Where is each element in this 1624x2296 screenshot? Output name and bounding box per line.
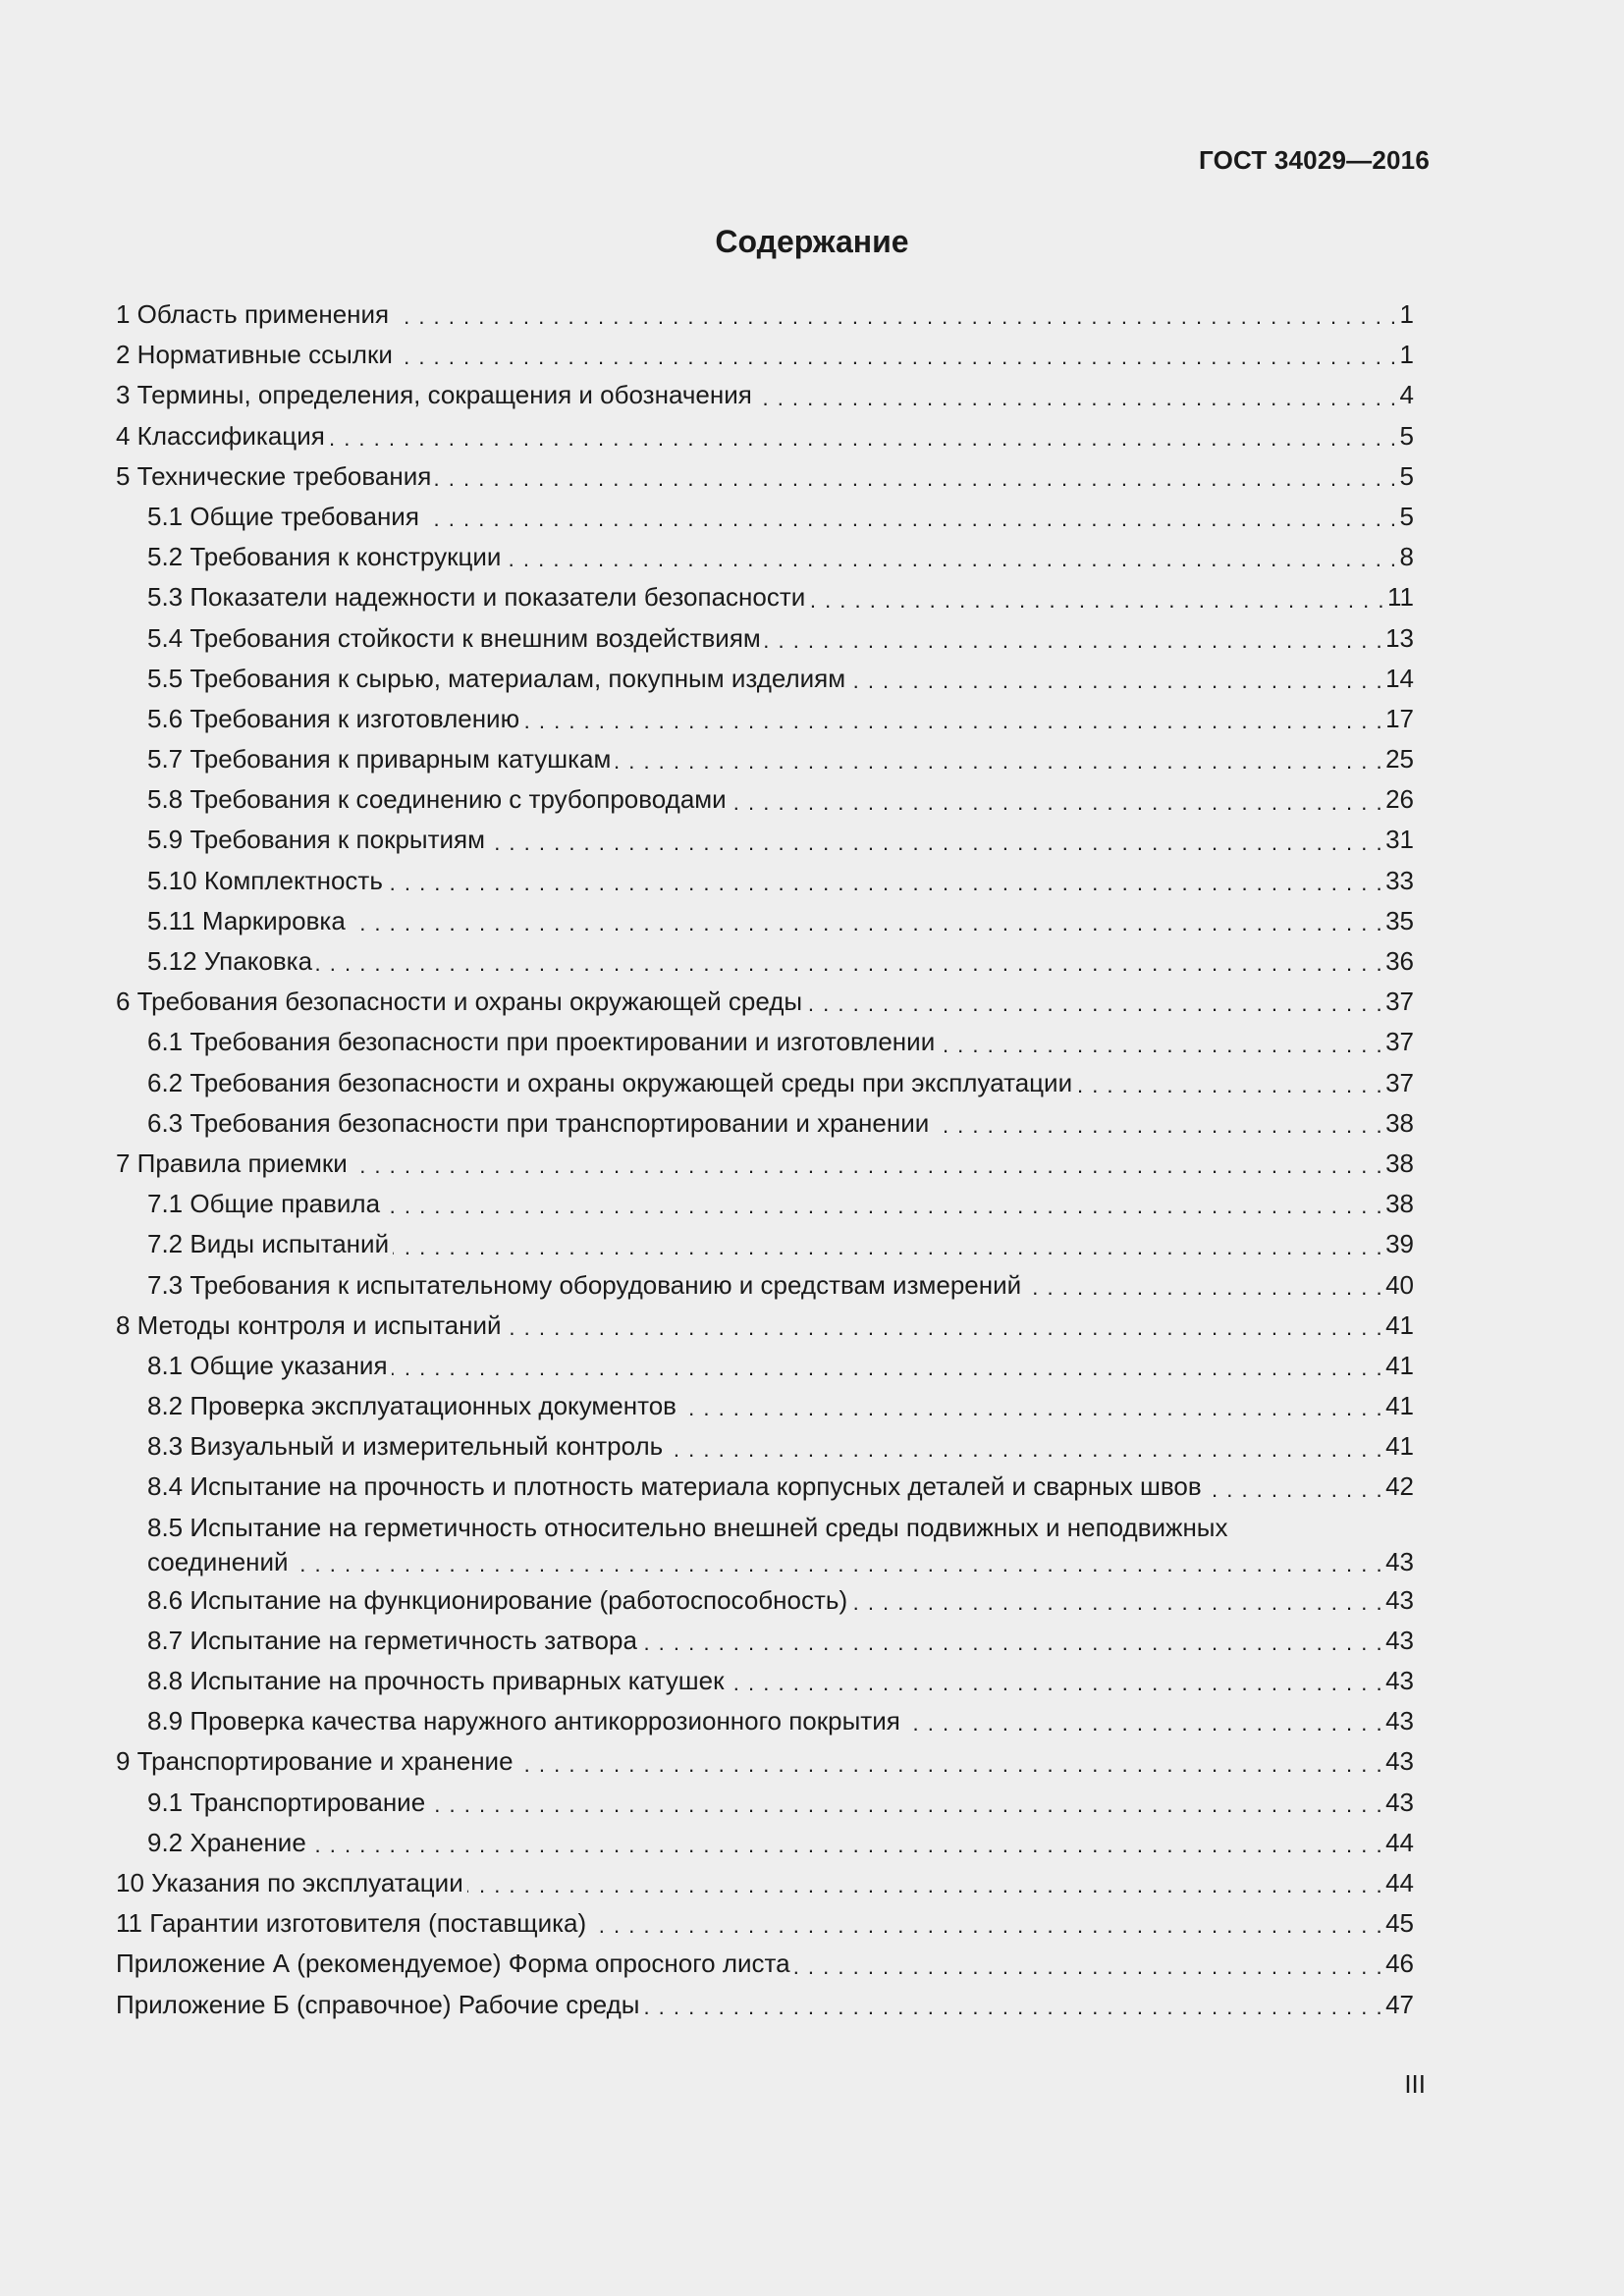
toc-entry-page: 43 bbox=[1385, 1787, 1414, 1817]
toc-entry-page: 26 bbox=[1385, 784, 1414, 815]
dot-leader bbox=[933, 1105, 1383, 1136]
toc-entry-title: 5.2 Требования к конструкции bbox=[147, 542, 502, 572]
toc-entry[interactable] bbox=[116, 1265, 1414, 1306]
toc-entry-page: 14 bbox=[1385, 663, 1414, 693]
toc-entry-title: Приложение А (рекомендуемое) Форма опросного листа bbox=[116, 1949, 790, 1979]
toc-entry[interactable] bbox=[116, 294, 1414, 335]
toc-entry-page: 1 bbox=[1399, 340, 1414, 370]
dot-leader bbox=[505, 539, 1397, 569]
toc-entry[interactable] bbox=[116, 1306, 1414, 1346]
toc-entry[interactable] bbox=[116, 1903, 1414, 1944]
toc-entry-page: 47 bbox=[1385, 1989, 1414, 2019]
toc-entry[interactable] bbox=[116, 699, 1414, 739]
dot-leader bbox=[329, 418, 1398, 449]
toc-entry-title: 1 Область применения bbox=[116, 299, 390, 329]
toc-entry[interactable] bbox=[116, 497, 1414, 537]
toc-entry-title: 6 Требования безопасности и охраны окружающей среды bbox=[116, 987, 803, 1017]
toc-entry[interactable] bbox=[116, 1863, 1414, 1903]
toc-entry-title: 9.2 Хранение bbox=[147, 1827, 306, 1857]
toc-entry-page: 31 bbox=[1385, 825, 1414, 855]
toc-entry-title: 5.3 Показатели надежности и показатели безопасности bbox=[147, 582, 806, 613]
toc-entry-title: 8.4 Испытание на прочность и плотность материала корпусных деталей и сварных швов bbox=[147, 1471, 1202, 1502]
toc-entry-page: 38 bbox=[1385, 1107, 1414, 1138]
toc-entry-page: 41 bbox=[1385, 1350, 1414, 1380]
toc-entry-page: 43 bbox=[1385, 1666, 1414, 1695]
toc-entry-page: 43 bbox=[1385, 1746, 1414, 1777]
dot-leader bbox=[316, 943, 1383, 974]
dot-leader bbox=[728, 1663, 1383, 1693]
toc-entry-title: 5.9 Требования к покрытиям bbox=[147, 825, 485, 855]
toc-entry-page: 5 bbox=[1399, 501, 1414, 531]
toc-entry[interactable] bbox=[116, 1661, 1414, 1701]
dot-leader bbox=[293, 1546, 1384, 1576]
toc-entry-title: 7.3 Требования к испытательному оборудованию и средствам измерений bbox=[147, 1269, 1022, 1300]
toc-entry-title: 8.2 Проверка эксплуатационных документов bbox=[147, 1391, 677, 1421]
toc-entry-page: 44 bbox=[1385, 1867, 1414, 1897]
toc-entry-page: 43 bbox=[1385, 1584, 1414, 1615]
toc-entry-page: 5 bbox=[1399, 420, 1414, 451]
toc-entry-title: 4 Классификация bbox=[116, 420, 325, 451]
toc-entry-page: 33 bbox=[1385, 865, 1414, 895]
toc-entry-title: 5.6 Требования к изготовлению bbox=[147, 703, 520, 733]
dot-leader bbox=[794, 1947, 1383, 1977]
dot-leader bbox=[423, 499, 1398, 529]
page-title: Содержание bbox=[715, 224, 909, 259]
toc-entry-page: 25 bbox=[1385, 744, 1414, 774]
page-number: III bbox=[1404, 2069, 1426, 2099]
toc-entry-page: 43 bbox=[1385, 1546, 1414, 1576]
toc-entry[interactable] bbox=[116, 1783, 1414, 1823]
toc-entry-title: 5.1 Общие требования bbox=[147, 501, 419, 531]
toc-entry-page: 41 bbox=[1385, 1309, 1414, 1340]
dot-leader bbox=[756, 378, 1398, 408]
toc-entry-title: Приложение Б (справочное) Рабочие среды bbox=[116, 1989, 640, 2019]
dot-leader bbox=[352, 1146, 1383, 1176]
toc-entry-title: 5.10 Комплектность bbox=[147, 865, 383, 895]
toc-entry-page: 46 bbox=[1385, 1949, 1414, 1979]
toc-entry[interactable] bbox=[116, 1580, 1414, 1621]
toc-entry-page: 39 bbox=[1385, 1229, 1414, 1259]
toc-entry[interactable] bbox=[116, 1621, 1414, 1661]
dot-leader bbox=[849, 661, 1383, 691]
toc-entry-title: 5.7 Требования к приварным катушкам bbox=[147, 744, 612, 774]
toc-entry-title: 5.12 Упаковка bbox=[147, 946, 313, 976]
dot-leader bbox=[1206, 1469, 1383, 1500]
toc-entry-page: 4 bbox=[1399, 380, 1414, 410]
toc-entry[interactable] bbox=[116, 1063, 1414, 1103]
dot-leader bbox=[489, 823, 1383, 853]
dot-leader bbox=[765, 620, 1383, 651]
dot-leader bbox=[667, 1429, 1383, 1460]
dot-leader bbox=[809, 580, 1385, 611]
toc-entry-page: 43 bbox=[1385, 1625, 1414, 1655]
toc-entry[interactable] bbox=[116, 1386, 1414, 1426]
dot-leader bbox=[310, 1825, 1383, 1855]
toc-entry-page: 5 bbox=[1399, 460, 1414, 491]
dot-leader bbox=[731, 782, 1383, 813]
toc-entry-title: 8.9 Проверка качества наружного антикоррозионного покрытия bbox=[147, 1706, 900, 1736]
dot-leader bbox=[506, 1308, 1384, 1338]
dot-leader bbox=[393, 1227, 1383, 1257]
table-of-contents bbox=[116, 294, 1414, 2025]
toc-entry[interactable] bbox=[116, 1467, 1414, 1507]
toc-entry-title-continuation: соединений bbox=[147, 1546, 289, 1576]
toc-entry[interactable] bbox=[116, 537, 1414, 577]
toc-entry-title: 8 Методы контроля и испытаний bbox=[116, 1309, 502, 1340]
toc-entry[interactable] bbox=[116, 820, 1414, 860]
toc-entry[interactable] bbox=[116, 1144, 1414, 1184]
toc-entry-page: 8 bbox=[1399, 542, 1414, 572]
dot-leader bbox=[851, 1582, 1383, 1613]
toc-entry-page: 37 bbox=[1385, 1027, 1414, 1057]
toc-entry-title: 7.2 Виды испытаний bbox=[147, 1229, 390, 1259]
toc-entry[interactable] bbox=[116, 1823, 1414, 1863]
toc-entry-page: 45 bbox=[1385, 1908, 1414, 1939]
toc-entry-page: 42 bbox=[1385, 1471, 1414, 1502]
toc-entry-title: 8.5 Испытание на герметичность относительно внешней среды подвижных и неподвижных bbox=[147, 1512, 1228, 1542]
document-code: ГОСТ 34029—2016 bbox=[1199, 145, 1430, 175]
toc-entry-title: 5 Технические требования bbox=[116, 460, 432, 491]
toc-entry-page: 41 bbox=[1385, 1431, 1414, 1462]
dot-leader bbox=[590, 1905, 1383, 1936]
dot-leader bbox=[384, 1186, 1383, 1216]
dot-leader bbox=[641, 1623, 1383, 1653]
toc-entry-title: 9 Транспортирование и хранение bbox=[116, 1746, 514, 1777]
toc-entry-title: 8.6 Испытание на функционирование (работоспособность) bbox=[147, 1584, 848, 1615]
toc-entry[interactable] bbox=[116, 1346, 1414, 1386]
toc-entry[interactable] bbox=[116, 1944, 1414, 1984]
toc-entry-title: 5.8 Требования к соединению с трубопроводами bbox=[147, 784, 727, 815]
toc-entry-page: 37 bbox=[1385, 987, 1414, 1017]
dot-leader bbox=[429, 1785, 1383, 1815]
dot-leader bbox=[393, 296, 1397, 327]
toc-entry-title: 3 Термины, определения, сокращения и обозначения bbox=[116, 380, 752, 410]
toc-entry-page: 43 bbox=[1385, 1706, 1414, 1736]
toc-entry[interactable] bbox=[116, 941, 1414, 982]
toc-entry[interactable] bbox=[116, 1022, 1414, 1062]
toc-entry[interactable] bbox=[116, 982, 1414, 1022]
toc-entry-page: 13 bbox=[1385, 622, 1414, 653]
toc-entry-title: 6.2 Требования безопасности и охраны окружающей среды при эксплуатации bbox=[147, 1067, 1073, 1097]
toc-entry[interactable] bbox=[116, 779, 1414, 820]
toc-entry[interactable] bbox=[116, 659, 1414, 699]
toc-entry-page: 11 bbox=[1387, 582, 1414, 613]
toc-entry[interactable] bbox=[116, 1701, 1414, 1741]
toc-entry-page: 38 bbox=[1385, 1148, 1414, 1178]
toc-entry-title: 6.1 Требования безопасности при проектировании и изготовлении bbox=[147, 1027, 936, 1057]
toc-entry-page: 41 bbox=[1385, 1391, 1414, 1421]
toc-entry[interactable] bbox=[116, 1224, 1414, 1264]
toc-entry-page: 38 bbox=[1385, 1189, 1414, 1219]
toc-entry-page: 1 bbox=[1399, 299, 1414, 329]
toc-entry-page: 40 bbox=[1385, 1269, 1414, 1300]
toc-entry-title: 2 Нормативные ссылки bbox=[116, 340, 393, 370]
toc-entry[interactable] bbox=[116, 618, 1414, 659]
toc-entry-title: 9.1 Транспортирование bbox=[147, 1787, 426, 1817]
dot-leader bbox=[904, 1703, 1383, 1734]
toc-entry-title: 8.7 Испытание на герметичность затвора bbox=[147, 1625, 637, 1655]
toc-entry[interactable] bbox=[116, 1508, 1414, 1580]
toc-entry-title: 5.4 Требования стойкости к внешним воздействиям bbox=[147, 622, 761, 653]
dot-leader bbox=[1076, 1065, 1383, 1095]
toc-entry-page: 17 bbox=[1385, 703, 1414, 733]
dot-leader bbox=[806, 984, 1383, 1014]
toc-entry[interactable] bbox=[116, 335, 1414, 375]
dot-leader bbox=[1025, 1267, 1383, 1298]
toc-entry[interactable] bbox=[116, 375, 1414, 415]
toc-entry[interactable] bbox=[116, 861, 1414, 901]
toc-entry-title: 10 Указания по эксплуатации bbox=[116, 1867, 463, 1897]
dot-leader bbox=[643, 1987, 1383, 2017]
toc-entry[interactable] bbox=[116, 1985, 1414, 2025]
toc-entry[interactable] bbox=[116, 1184, 1414, 1224]
toc-entry-page: 36 bbox=[1385, 946, 1414, 976]
dot-leader bbox=[435, 458, 1397, 489]
toc-entry-page: 44 bbox=[1385, 1827, 1414, 1857]
toc-entry[interactable] bbox=[116, 456, 1414, 497]
dot-leader bbox=[467, 1865, 1383, 1896]
dot-leader bbox=[517, 1744, 1384, 1775]
toc-entry-page: 37 bbox=[1385, 1067, 1414, 1097]
toc-entry[interactable] bbox=[116, 1741, 1414, 1782]
toc-entry[interactable] bbox=[116, 416, 1414, 456]
dot-leader bbox=[939, 1025, 1383, 1055]
toc-entry-title: 7 Правила приемки bbox=[116, 1148, 348, 1178]
toc-entry[interactable] bbox=[116, 739, 1414, 779]
toc-entry[interactable] bbox=[116, 1426, 1414, 1467]
dot-leader bbox=[680, 1388, 1383, 1418]
toc-entry-title: 6.3 Требования безопасности при транспортировании и хранении bbox=[147, 1107, 930, 1138]
toc-entry-title: 5.11 Маркировка bbox=[147, 905, 346, 935]
toc-entry-title: 8.1 Общие указания bbox=[147, 1350, 388, 1380]
dot-leader bbox=[392, 1348, 1384, 1378]
toc-entry[interactable] bbox=[116, 1103, 1414, 1144]
dot-leader bbox=[350, 903, 1383, 934]
dot-leader bbox=[615, 741, 1383, 772]
toc-entry[interactable] bbox=[116, 577, 1414, 617]
toc-entry-title: 5.5 Требования к сырью, материалам, покупным изделиям bbox=[147, 663, 846, 693]
toc-entry-title: 8.8 Испытание на прочность приварных катушек bbox=[147, 1666, 725, 1695]
toc-entry[interactable] bbox=[116, 901, 1414, 941]
dot-leader bbox=[523, 701, 1383, 731]
toc-entry-page: 35 bbox=[1385, 905, 1414, 935]
toc-entry-title: 7.1 Общие правила bbox=[147, 1189, 381, 1219]
dot-leader bbox=[387, 863, 1383, 893]
toc-entry-title: 11 Гарантии изготовителя (поставщика) bbox=[116, 1908, 587, 1939]
toc-entry-title: 8.3 Визуальный и измерительный контроль bbox=[147, 1431, 664, 1462]
dot-leader bbox=[397, 337, 1398, 367]
